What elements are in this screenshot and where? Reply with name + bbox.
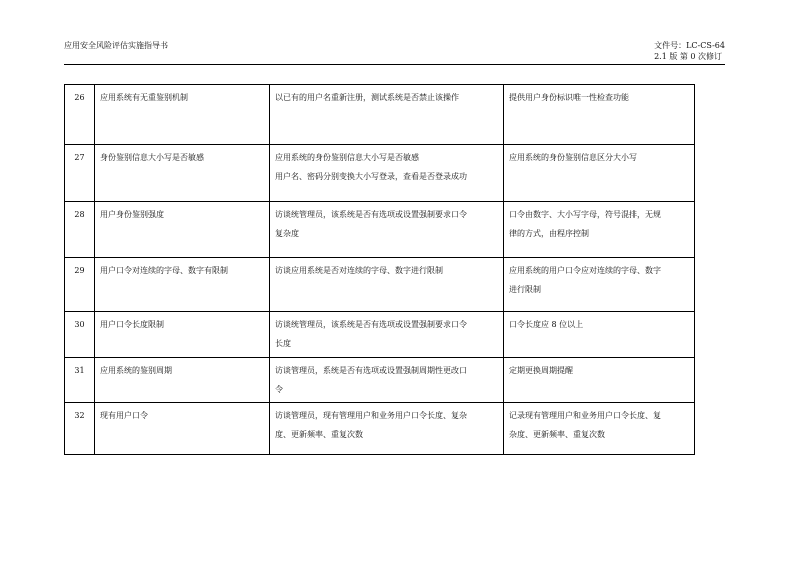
expected-result [504,403,695,455]
row-number: 26 [65,85,95,145]
file-number: 文件号：LC-CS-64 [654,41,725,50]
method-line: 应用系统的身份鉴别信息大小写是否敏感 [275,153,419,162]
row-number: 31 [65,358,95,403]
header-divider [64,64,725,65]
table-row [65,85,695,145]
expected-line: 口令长度应 8 位以上 [509,320,584,329]
method-line: 访谈统管理员，该系统是否有选项或设置强制要求口令 [275,210,467,219]
expected-line: 进行限制 [509,285,541,294]
check-method [270,258,504,312]
expected-line: 应用系统的用户口令应对连续的字母、数字 [509,266,661,275]
check-item: 用户口令对连续的字母、数字有限制 [95,258,270,312]
method-line: 访谈管理员，现有管理用户和业务用户口令长度、复杂 [275,411,467,420]
check-method [270,358,504,403]
row-number: 30 [65,312,95,358]
document-title: 应用安全风险评估实施指导书 [64,41,168,50]
row-number: 27 [65,145,95,202]
expected-line: 定期更换周期提醒 [509,366,573,375]
expected-line: 律的方式，由程序控制 [509,229,589,238]
table-row [65,403,695,455]
check-method [270,85,504,145]
check-method [270,312,504,358]
check-item: 用户身份鉴别强度 [95,202,270,258]
table-row [65,312,695,358]
row-number: 29 [65,258,95,312]
document-meta [654,40,725,62]
table-row [65,258,695,312]
version-info: 2.1 版 第 0 次修订 [654,52,723,61]
check-item: 身份鉴别信息大小写是否敏感 [95,145,270,202]
table-row [65,145,695,202]
row-number: 32 [65,403,95,455]
expected-result [504,202,695,258]
table-row [65,202,695,258]
expected-line: 杂度、更新频率、重复次数 [509,430,605,439]
check-item: 现有用户口令 [95,403,270,455]
expected-result [504,358,695,403]
method-line: 用户名、密码分别变换大小写登录，查看是否登录成功 [275,172,467,181]
check-item: 应用系统的鉴别周期 [95,358,270,403]
check-item: 应用系统有无重鉴别机制 [95,85,270,145]
expected-line: 口令由数字、大小写字母，符号混排，无规 [509,210,661,219]
method-line: 以已有的用户名重新注册，测试系统是否禁止该操作 [275,93,459,102]
method-line: 访谈管理员，系统是否有选项或设置强制周期性更改口 [275,366,467,375]
expected-line: 提供用户身份标识唯一性检查功能 [509,93,629,102]
expected-result [504,312,695,358]
method-line: 复杂度 [275,229,299,238]
check-method [270,145,504,202]
expected-result [504,258,695,312]
assessment-table [64,84,695,455]
check-item: 用户口令长度限制 [95,312,270,358]
check-method [270,403,504,455]
expected-result [504,145,695,202]
expected-result [504,85,695,145]
method-line: 访谈统管理员，该系统是否有选项或设置强制要求口令 [275,320,467,329]
check-method [270,202,504,258]
table-row [65,358,695,403]
expected-line: 记录现有管理用户和业务用户口令长度、复 [509,411,661,420]
method-line: 令 [275,385,283,394]
method-line: 访谈应用系统是否对连续的字母、数字进行限制 [275,266,443,275]
row-number: 28 [65,202,95,258]
expected-line: 应用系统的身份鉴别信息区分大小写 [509,153,637,162]
method-line: 度、更新频率、重复次数 [275,430,363,439]
method-line: 长度 [275,339,291,348]
